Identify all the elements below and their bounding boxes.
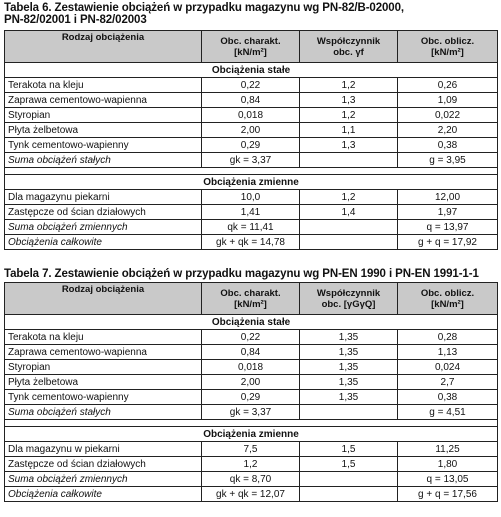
table6-permanent-title-row: [5, 63, 498, 78]
row-name: Płyta żelbetowa: [5, 123, 202, 138]
table6-total-row: [5, 235, 498, 250]
row-coef: 1,35: [300, 375, 398, 390]
row-coef: 1,35: [300, 360, 398, 375]
sum-label: Suma obciążeń zmiennych: [5, 220, 202, 235]
row-coef: 1,1: [300, 123, 398, 138]
row-coef: 1,5: [300, 457, 398, 472]
total-char: gk + qk = 14,78: [202, 235, 300, 250]
table7-variable-title-row: [5, 427, 498, 442]
row-coef: 1,2: [300, 108, 398, 123]
table-row: [5, 330, 498, 345]
total-label: Obciążenia całkowite: [5, 235, 202, 250]
row-calc: 2,7: [398, 375, 498, 390]
row-name: Dla magazynu piekarni: [5, 190, 202, 205]
table6-caption: [4, 2, 498, 26]
row-char: 0,29: [202, 138, 300, 153]
table-row: [5, 375, 498, 390]
row-calc: 1,13: [398, 345, 498, 360]
table6-header-name: Rodzaj obciążenia: [5, 31, 202, 63]
table-row: [5, 442, 498, 457]
row-name: Zastępcze od ścian działowych: [5, 457, 202, 472]
table-row: [5, 93, 498, 108]
table-row: [5, 190, 498, 205]
row-calc: 12,00: [398, 190, 498, 205]
row-calc: 0,28: [398, 330, 498, 345]
row-coef: 1,2: [300, 190, 398, 205]
row-calc: 0,38: [398, 390, 498, 405]
table7-header-coef: Współczynnik obc. [γGγQ]: [300, 283, 398, 315]
row-coef: 1,35: [300, 345, 398, 360]
row-name: Płyta żelbetowa: [5, 375, 202, 390]
sum-label: Suma obciążeń stałych: [5, 153, 202, 168]
row-char: 0,84: [202, 345, 300, 360]
section-title: Obciążenia stałe: [5, 63, 498, 78]
row-name: Zastępcze od ścian działowych: [5, 205, 202, 220]
sum-coef-empty: [300, 153, 398, 168]
row-calc: 2,20: [398, 123, 498, 138]
section-title: Obciążenia zmienne: [5, 175, 498, 190]
table7-header-calc: Obc. oblicz. [kN/m²]: [398, 283, 498, 315]
table-row: [5, 123, 498, 138]
row-calc: 1,09: [398, 93, 498, 108]
row-char: 0,22: [202, 330, 300, 345]
total-label: Obciążenia całkowite: [5, 487, 202, 502]
table6-caption-line1: Tabela 6. Zestawienie obciążeń w przypadku magazynu wg PN-82/B-02000,: [4, 2, 404, 14]
table7-permanent-title-row: [5, 315, 498, 330]
table7-variable-sum-row: [5, 472, 498, 487]
total-calc: g + q = 17,56: [398, 487, 498, 502]
row-char: 1,41: [202, 205, 300, 220]
table-row: [5, 390, 498, 405]
row-name: Styropian: [5, 108, 202, 123]
row-coef: 1,2: [300, 78, 398, 93]
table7-permanent-sum-row: [5, 405, 498, 420]
row-char: 0,29: [202, 390, 300, 405]
sum-char: gk = 3,37: [202, 405, 300, 420]
table6-header-calc: Obc. oblicz. [kN/m²]: [398, 31, 498, 63]
row-name: Dla magazynu w piekarni: [5, 442, 202, 457]
sum-label: Suma obciążeń stałych: [5, 405, 202, 420]
table7-caption: Tabela 7. Zestawienie obciążeń w przypadku magazynu wg PN-EN 1990 i PN-EN 1991-1-1: [4, 268, 479, 280]
row-calc: 0,38: [398, 138, 498, 153]
row-calc: 0,022: [398, 108, 498, 123]
table6-header-char: Obc. charakt. [kN/m²]: [202, 31, 300, 63]
total-char: gk + qk = 12,07: [202, 487, 300, 502]
row-char: 1,2: [202, 457, 300, 472]
row-name: Tynk cementowo-wapienny: [5, 138, 202, 153]
section-title: Obciążenia zmienne: [5, 427, 498, 442]
table7-total-row: [5, 487, 498, 502]
row-coef: 1,35: [300, 390, 398, 405]
sum-calc: q = 13,05: [398, 472, 498, 487]
table6-variable-title-row: [5, 175, 498, 190]
table-row: [5, 457, 498, 472]
table-row: [5, 108, 498, 123]
total-calc: g + q = 17,92: [398, 235, 498, 250]
row-char: 10,0: [202, 190, 300, 205]
row-char: 2,00: [202, 123, 300, 138]
spacer-row: [5, 168, 498, 175]
table6-header-row: [5, 31, 498, 63]
sum-char: qk = 8,70: [202, 472, 300, 487]
row-char: 7,5: [202, 442, 300, 457]
row-char: 0,018: [202, 108, 300, 123]
row-name: Terakota na kleju: [5, 330, 202, 345]
row-name: Zaprawa cementowo-wapienna: [5, 345, 202, 360]
row-coef: 1,4: [300, 205, 398, 220]
row-calc: 0,26: [398, 78, 498, 93]
row-name: Tynk cementowo-wapienny: [5, 390, 202, 405]
table-row: [5, 345, 498, 360]
total-coef-empty: [300, 487, 398, 502]
sum-coef-empty: [300, 472, 398, 487]
row-calc: 11,25: [398, 442, 498, 457]
table7-header-row: [5, 283, 498, 315]
table6-variable-sum-row: [5, 220, 498, 235]
row-coef: 1,3: [300, 93, 398, 108]
row-coef: 1,3: [300, 138, 398, 153]
table-row: [5, 138, 498, 153]
table-row: [5, 205, 498, 220]
sum-coef-empty: [300, 405, 398, 420]
total-coef-empty: [300, 235, 398, 250]
table6-caption-line2: PN-82/02001 i PN-82/02003: [4, 14, 147, 26]
row-name: Styropian: [5, 360, 202, 375]
table-row: [5, 78, 498, 93]
sum-char: qk = 11,41: [202, 220, 300, 235]
spacer-row: [5, 420, 498, 427]
row-char: 2,00: [202, 375, 300, 390]
row-char: 0,22: [202, 78, 300, 93]
row-name: Zaprawa cementowo-wapienna: [5, 93, 202, 108]
row-char: 0,84: [202, 93, 300, 108]
row-calc: 0,024: [398, 360, 498, 375]
row-coef: 1,35: [300, 330, 398, 345]
section-title: Obciążenia stałe: [5, 315, 498, 330]
row-calc: 1,97: [398, 205, 498, 220]
sum-label: Suma obciążeń zmiennych: [5, 472, 202, 487]
table-row: [5, 360, 498, 375]
sum-coef-empty: [300, 220, 398, 235]
table6: [4, 30, 498, 250]
row-calc: 1,80: [398, 457, 498, 472]
sum-calc: g = 3,95: [398, 153, 498, 168]
table7: [4, 282, 498, 502]
table6-permanent-sum-row: [5, 153, 498, 168]
sum-char: gk = 3,37: [202, 153, 300, 168]
sum-calc: q = 13,97: [398, 220, 498, 235]
table7-header-name: Rodzaj obciążenia: [5, 283, 202, 315]
table7-header-char: Obc. charakt. [kN/m²]: [202, 283, 300, 315]
row-name: Terakota na kleju: [5, 78, 202, 93]
sum-calc: g = 4,51: [398, 405, 498, 420]
table6-header-coef: Współczynnik obc. γf: [300, 31, 398, 63]
row-coef: 1,5: [300, 442, 398, 457]
row-char: 0,018: [202, 360, 300, 375]
